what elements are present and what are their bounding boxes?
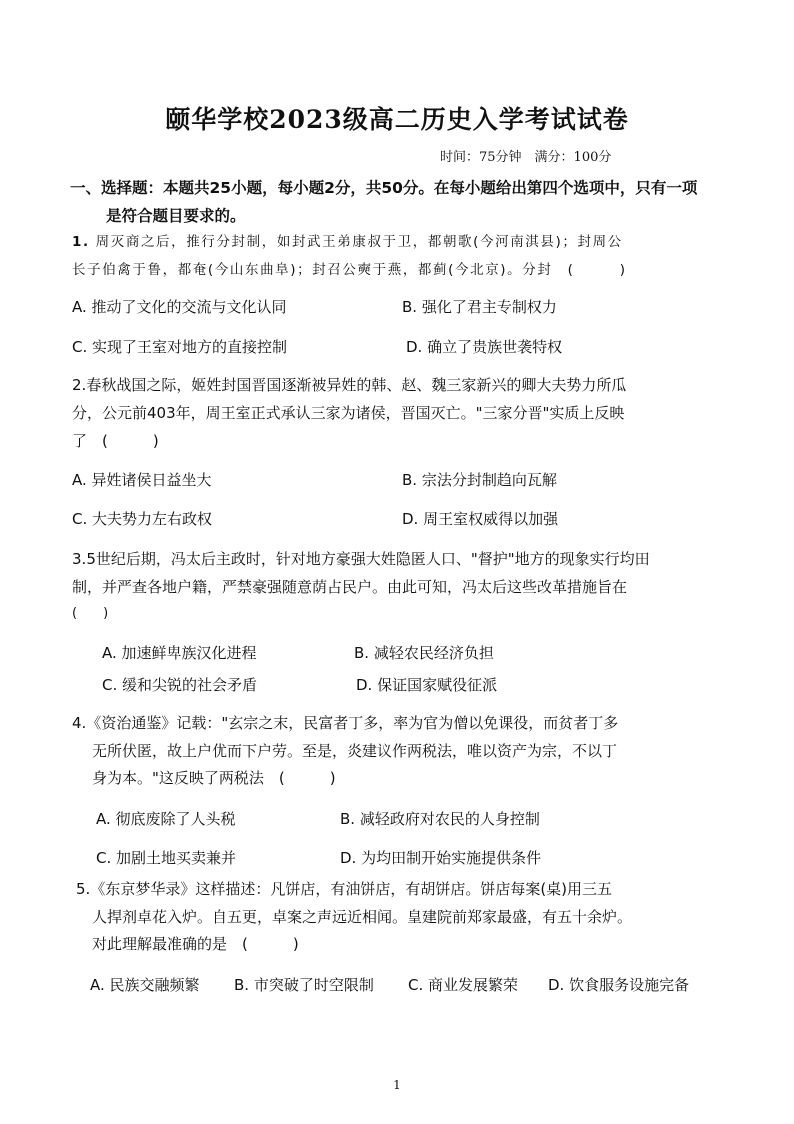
- question-4-option-d[interactable]: D. 为均田制开始实施提供条件: [340, 849, 542, 867]
- question-1-option-a[interactable]: A. 推动了文化的交流与文化认同: [72, 298, 287, 316]
- question-1-line-1: 1. 周灭商之后，推行分封制，如封武王弟康叔于卫，都朝歌(今河南淇县)；封周公: [72, 234, 623, 250]
- question-5-option-a[interactable]: A. 民族交融频繁: [90, 976, 200, 994]
- section-line-2: 是符合题目要求的。: [106, 207, 246, 225]
- question-5-option-c[interactable]: C. 商业发展繁荣: [408, 976, 519, 994]
- question-1-option-c[interactable]: C. 实现了王室对地方的直接控制: [72, 338, 288, 356]
- question-2-line-1: 2.春秋战国之际，姬姓封国晋国逐渐被异姓的韩、赵、魏三家新兴的卿大夫势力所瓜: [72, 376, 627, 394]
- question-4-number: 4.: [72, 714, 87, 732]
- question-3-number: 3.: [72, 550, 87, 568]
- question-2-option-c[interactable]: C. 大夫势力左右政权: [72, 510, 213, 528]
- question-1-line-2: 长子伯禽于鲁，都奄(今山东曲阜)；封召公奭于燕，都蓟(今北京)。分封 ( ): [72, 262, 627, 278]
- exam-meta: 时间：75分钟 满分：100分: [440, 150, 612, 165]
- question-3-option-c[interactable]: C. 缓和尖锐的社会矛盾: [102, 676, 258, 694]
- question-5-option-b[interactable]: B. 市突破了时空限制: [234, 976, 374, 994]
- question-1-option-d[interactable]: D. 确立了贵族世袭特权: [406, 338, 563, 356]
- page-number: 1: [393, 1078, 401, 1092]
- question-3-line-2: 制，并严查各地户籍，严禁豪强随意荫占民户。由此可知，冯太后这些改革措施旨在: [72, 578, 628, 596]
- question-4-line-2: 无所伏匿，故上户优而下户劳。至是，炎建议作两税法，唯以资产为宗，不以丁: [92, 742, 618, 760]
- question-3-option-a[interactable]: A. 加速鲜卑族汉化进程: [102, 644, 257, 662]
- question-4-line-3: 身为本。"这反映了两税法 ( ): [92, 769, 336, 787]
- question-5-line-3: 对此理解最准确的是 ( ): [92, 935, 299, 953]
- question-5-line-2: 人捍剂卓花入炉。自五更，卓案之声远近相闻。皇建院前郑家最盛，有五十余炉。: [92, 908, 633, 926]
- question-2-option-d[interactable]: D. 周王室权威得以加强: [402, 510, 559, 528]
- question-1-option-b[interactable]: B. 强化了君主专制权力: [402, 298, 557, 316]
- question-4-line-1: 4.《资治通鉴》记载："玄宗之末，民富者丁多，率为官为僧以免课役，而贫者丁多: [72, 714, 619, 732]
- question-2-option-b[interactable]: B. 宗法分封制趋向瓦解: [402, 471, 557, 489]
- question-1-number: 1.: [72, 234, 90, 250]
- question-3-line-1: 3.5世纪后期，冯太后主政时，针对地方豪强大姓隐匿人口、"督护"地方的现象实行均田: [72, 550, 650, 568]
- question-5-line-1: 5.《东京梦华录》这样描述：凡饼店，有油饼店，有胡饼店。饼店每案(桌)用三五: [76, 880, 613, 898]
- section-line-1: 一、选择题：本题共25小题，每小题2分，共50分。在每小题给出第四个选项中，只有一项: [70, 179, 698, 197]
- question-4-option-c[interactable]: C. 加剧土地买卖兼并: [96, 849, 237, 867]
- question-3-option-b[interactable]: B. 减轻农民经济负担: [354, 644, 494, 662]
- question-5-number: 5.: [76, 880, 91, 898]
- question-4-option-a[interactable]: A. 彻底废除了人头税: [96, 810, 236, 828]
- section-heading: [70, 174, 730, 230]
- question-2-number: 2.: [72, 376, 87, 394]
- question-3-option-d[interactable]: D. 保证国家赋役征派: [356, 676, 498, 694]
- question-2-line-2: 分，公元前403年，周王室正式承认三家为诸侯，晋国灭亡。"三家分晋"实质上反映: [72, 404, 625, 422]
- exam-title: 颐华学校2023级高二历史入学考试试卷: [165, 105, 629, 134]
- question-5-option-d[interactable]: D. 饮食服务设施完备: [548, 976, 690, 994]
- question-4-option-b[interactable]: B. 减轻政府对农民的人身控制: [340, 810, 540, 828]
- question-2-option-a[interactable]: A. 异姓诸侯日益坐大: [72, 471, 212, 489]
- question-2-line-3: 了 ( ): [72, 432, 159, 450]
- question-3-line-3: ( ): [72, 606, 109, 621]
